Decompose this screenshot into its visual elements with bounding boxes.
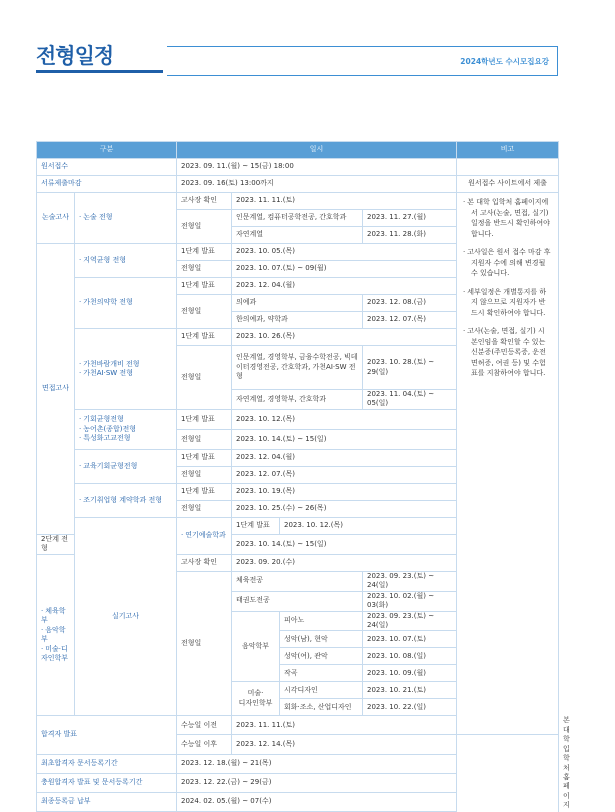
track-opp-3: · 특성화고교전형 (79, 434, 172, 443)
step-date: 2023. 10. 12.(목) (280, 517, 559, 534)
sub-label: 체육전공 (232, 571, 363, 591)
row-label: 원서접수 (37, 159, 177, 176)
step-label: 1단계 발표 (177, 449, 232, 466)
sub-label: 작곡 (280, 665, 363, 682)
step-label: 1단계 발표 (177, 329, 232, 346)
schedule-table (36, 141, 570, 812)
sub-label: 자연계열 (232, 227, 363, 244)
header-remarks: 비고 (457, 142, 559, 159)
track-ent: · 연기예술학과 (177, 517, 232, 554)
table-header-row (37, 142, 559, 159)
sub-label: 인문계열, 경영학부, 금융수학전공, 빅데이터경영전공, 간호학과, 가천AI·SW 전형 (232, 346, 363, 390)
sub-date: 2023. 10. 22.(일) (363, 699, 457, 716)
row-note-empty (457, 159, 559, 176)
step-date: 2023. 10. 14.(토) ~ 15(일) (232, 429, 457, 449)
row-label: 최초합격자 문서등록기간 (37, 754, 177, 773)
sub-label: 의예과 (232, 295, 363, 312)
row-label: 합격자 발표 (37, 716, 177, 754)
header-date: 일시 (177, 142, 457, 159)
step-date: 2023. 12. 07.(목) (232, 466, 457, 483)
sub-label: 성악(여), 관악 (280, 648, 363, 665)
track-opp (75, 409, 177, 449)
note-1: · 본 대학 입학처 홈페이지에서 고사(논술, 면접, 실기) 일정을 반드시 확인하여야 합니다. (463, 197, 552, 239)
sub-date: 2023. 11. 04.(토) ~ 05(일) (363, 390, 457, 410)
step-label: 전형일 (177, 261, 232, 278)
row-date: 2023. 09. 16(토) 13:00까지 (177, 176, 457, 193)
row-note: 원서접수 사이트에서 제출 (457, 176, 559, 193)
sub-label: 시각디자인 (280, 682, 363, 699)
step-label: 1단계 발표 (177, 278, 232, 295)
track-early: · 조기취업형 계약학과 전형 (75, 483, 177, 517)
step-date: 2023. 10. 19.(목) (232, 483, 457, 500)
track-arts-3: · 미술·디자인학부 (41, 645, 70, 664)
step-date: 2023. 10. 14.(토) ~ 15(일) (232, 534, 457, 554)
group-essay: 논술고사 (37, 193, 75, 244)
header-box (167, 46, 558, 76)
track-region: · 지역균형 전형 (75, 244, 177, 278)
group-interview: 면접고사 (37, 244, 75, 535)
sub-label: 피아노 (280, 611, 363, 631)
group-practical: 실기고사 (75, 517, 177, 716)
step-date: 2023. 12. 04.(월) (232, 449, 457, 466)
step-label: 2단계 전형 (37, 534, 75, 554)
sub-date: 2023. 10. 09.(월) (363, 665, 457, 682)
step-date: 2023. 10. 12.(목) (232, 409, 457, 429)
table-row (37, 517, 559, 534)
sub-date: 2023. 11. 27.(월) (363, 210, 457, 227)
track-vision-1: · 가천바람개비 전형 (79, 360, 172, 369)
sub-date: 2023. 09. 23.(토) ~ 24(일) (363, 571, 457, 591)
table-row (37, 193, 559, 210)
track-edu: · 교육기회균형전형 (75, 449, 177, 483)
title-underline (36, 70, 163, 73)
table-row (37, 159, 559, 176)
sub-label: 한의예과, 약학과 (232, 312, 363, 329)
step-label: 1단계 발표 (177, 409, 232, 429)
table-row (37, 792, 559, 811)
step-label: 전형일 (177, 210, 232, 244)
step-label: 전형일 (177, 346, 232, 410)
sub-group-art (232, 682, 280, 716)
header-category: 구분 (37, 142, 177, 159)
sub-label: 성악(남), 현악 (280, 631, 363, 648)
step-label: 고사장 확인 (177, 193, 232, 210)
sub-label: 태권도전공 (232, 591, 363, 611)
step-date: 2023. 11. 11.(토) (232, 716, 457, 735)
sub-date: 2023. 10. 28.(토) ~ 29(일) (363, 346, 457, 390)
track-vision-2: · 가천AI·SW 전형 (79, 369, 172, 378)
note-2: · 고사일은 원서 접수 마감 후 지원자 수에 의해 변경될 수 있습니다. (463, 247, 552, 279)
track-opp-2: · 농어촌(종합)전형 (79, 425, 172, 434)
track-essay: · 논술 전형 (75, 193, 177, 244)
table-row (37, 754, 559, 773)
row-label: 최종등록금 납부 (37, 792, 177, 811)
row-date: 2023. 12. 18.(월) ~ 21(목) (177, 754, 457, 773)
step-label: 1단계 발표 (177, 483, 232, 500)
step-date: 2023. 10. 26.(목) (232, 329, 457, 346)
sub-date: 2023. 10. 02.(월) ~ 03(화) (363, 591, 457, 611)
track-arts-2: · 음악학부 (41, 626, 70, 645)
sub-date: 2023. 10. 08.(일) (363, 648, 457, 665)
step-label: 전형일 (177, 429, 232, 449)
sub-date: 2023. 11. 28.(화) (363, 227, 457, 244)
sub-label: 자연계열, 경영학부, 간호학과 (232, 390, 363, 410)
header-subtitle: 2024학년도 수시모집요강 (460, 57, 549, 66)
notes-cell (457, 193, 559, 735)
sub-label: 인문계열, 컴퓨터공학전공, 간호학과 (232, 210, 363, 227)
step-date: 2023. 11. 11.(토) (232, 193, 457, 210)
step-date: 2023. 10. 07.(토) ~ 09(월) (232, 261, 457, 278)
step-label: 고사장 확인 (177, 554, 232, 571)
row-label: 충원합격자 발표 및 문서등록기간 (37, 773, 177, 792)
step-date: 2023. 10. 25.(수) ~ 26(목) (232, 500, 457, 517)
track-opp-1: · 기회균형전형 (79, 415, 172, 424)
track-arts-1: · 체육학부 (41, 607, 70, 626)
step-label: 전형일 (177, 466, 232, 483)
sub-date: 2023. 09. 23.(토) ~ 24(일) (363, 611, 457, 631)
row-date: 2023. 09. 11.(월) ~ 15(금) 18:00 (177, 159, 457, 176)
sub-date: 2023. 10. 07.(토) (363, 631, 457, 648)
track-vision (75, 329, 177, 410)
page-title: 전형일정 (36, 44, 114, 68)
note-4: · 고사(논술, 면접, 실기) 시 본인임을 확인할 수 있는 신분증(주민등록증, 운전면허증, 여권 등) 및 수험표를 지참하여야 합니다. (463, 326, 552, 379)
step-date: 2023. 12. 14.(목) (232, 735, 457, 754)
table-row: 합격자 발표 수능일 이전 2023. 11. 11.(토) 본 대학 입학처 홈페이지 (37, 716, 559, 735)
step-date: 2023. 10. 05.(목) (232, 244, 457, 261)
step-date: 2023. 12. 04.(월) (232, 278, 457, 295)
row-date: 2023. 12. 22.(금) ~ 29(금) (177, 773, 457, 792)
step-label: 수능일 이후 (177, 735, 232, 754)
track-arts (37, 554, 75, 716)
row-label: 서류제출마감 (37, 176, 177, 193)
sub-date: 2023. 10. 21.(토) (363, 682, 457, 699)
note-3: · 세부일정은 개별통지를 하지 않으므로 지원자가 반드시 확인하여야 합니다. (463, 287, 552, 319)
track-medical: · 가천의약학 전형 (75, 278, 177, 329)
step-label: 전형일 (177, 295, 232, 329)
row-date: 2024. 02. 05.(월) ~ 07(수) (177, 792, 457, 811)
step-label: 전형일 (177, 500, 232, 517)
sub-date: 2023. 12. 08.(금) (363, 295, 457, 312)
sub-date: 2023. 12. 07.(목) (363, 312, 457, 329)
table-row (37, 773, 559, 792)
table-row (37, 176, 559, 193)
step-label: 전형일 (177, 571, 232, 716)
step-label: 1단계 발표 (177, 244, 232, 261)
sub-label: 회화·조소, 산업디자인 (280, 699, 363, 716)
step-label: 수능일 이전 (177, 716, 232, 735)
step-date: 2023. 09. 20.(수) (232, 554, 457, 571)
sub-group-art-1: 미술· (247, 689, 264, 698)
step-label: 1단계 발표 (232, 517, 280, 534)
sub-group-music: 음악학부 (232, 611, 280, 682)
sub-group-art-2: 디자인학부 (238, 698, 273, 707)
